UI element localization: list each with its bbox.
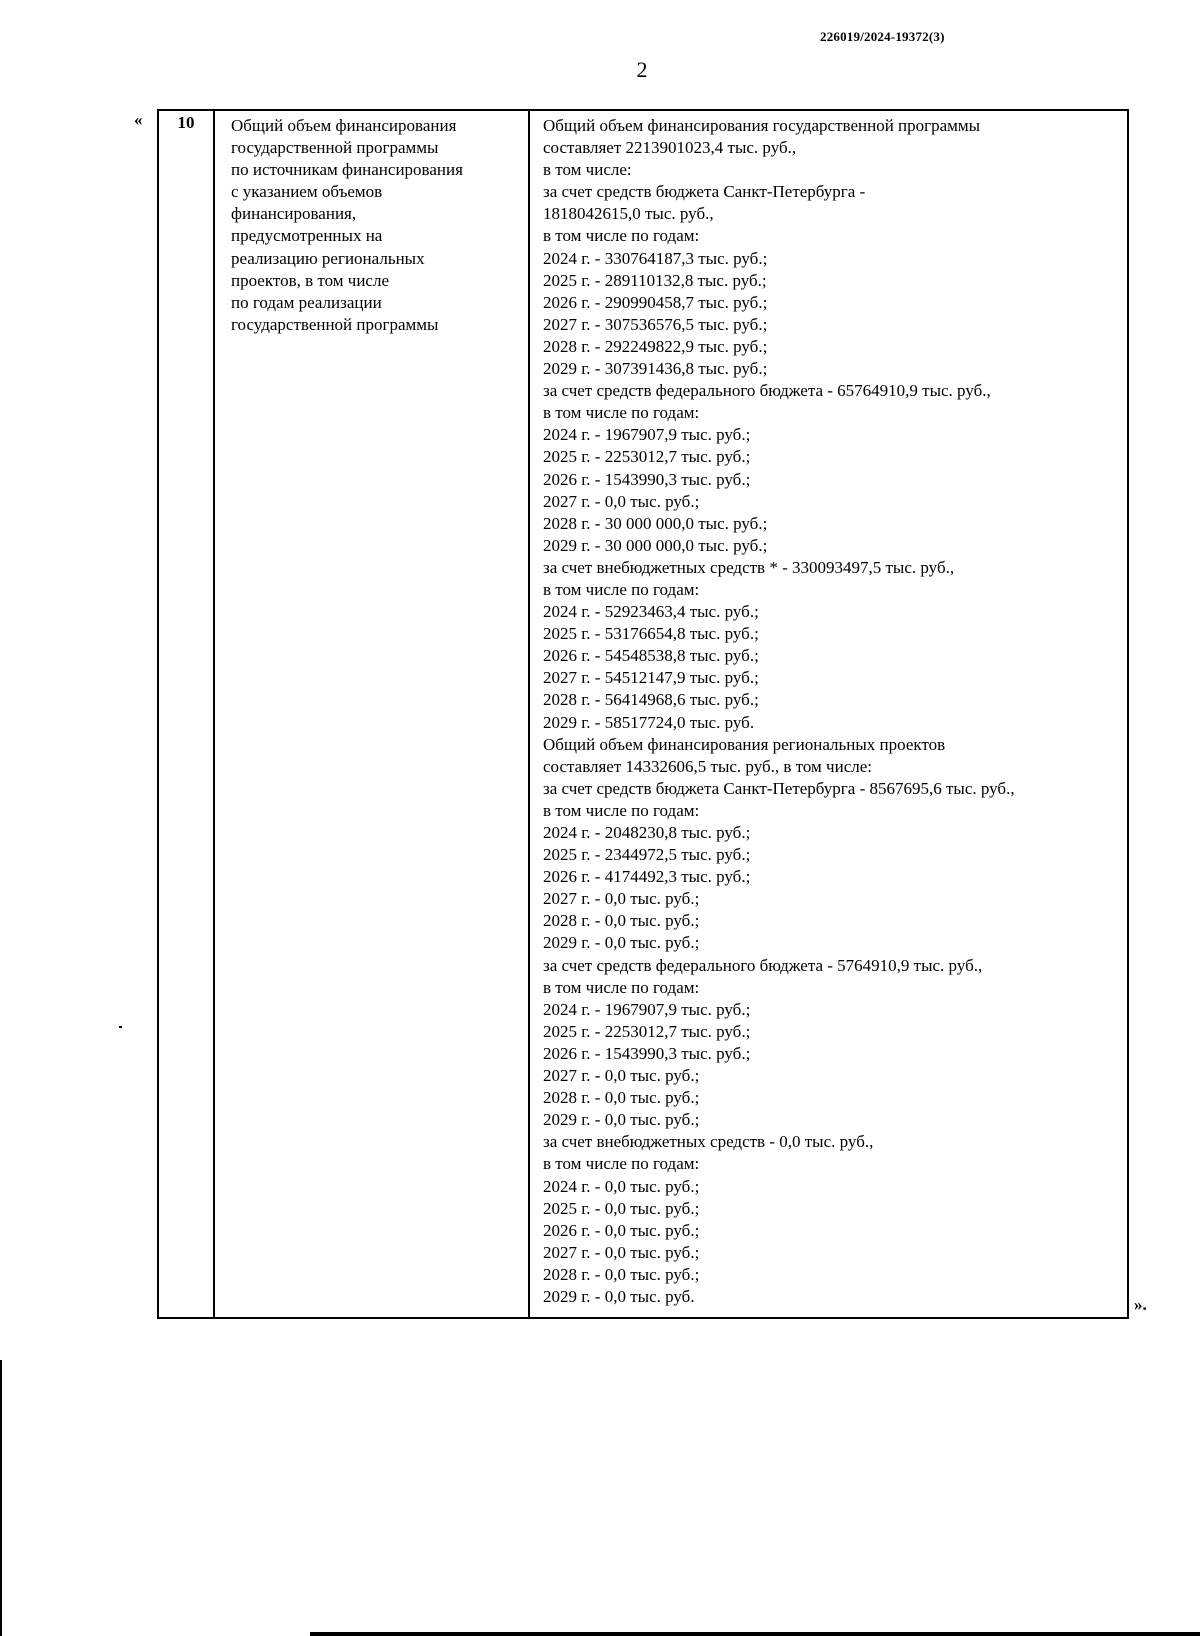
parameter-name-line: по годам реализации (231, 292, 382, 312)
financing-value-line: 2025 г. - 289110132,8 тыс. руб.; (543, 270, 767, 290)
financing-value-line: за счет внебюджетных средств * - 330093497,5 тыс. руб., (543, 557, 955, 577)
financing-value-line: 2027 г. - 0,0 тыс. руб.; (543, 889, 700, 909)
financing-value-line: 2024 г. - 1967907,9 тыс. руб.; (543, 425, 751, 445)
financing-value-line: за счет средств федерального бюджета - 5764910,9 тыс. руб., (543, 955, 983, 975)
financing-value-line: 2025 г. - 0,0 тыс. руб.; (543, 1198, 700, 1218)
financing-value-line: в том числе по годам: (543, 1154, 700, 1174)
financing-value-line: 2026 г. - 4174492,3 тыс. руб.; (543, 867, 751, 887)
financing-value-line: 2028 г. - 30 000 000,0 тыс. руб.; (543, 513, 768, 533)
financing-value-line: 2026 г. - 1543990,3 тыс. руб.; (543, 469, 751, 489)
scan-edge-line-bottom (310, 1632, 1200, 1636)
financing-value-line: 2029 г. - 0,0 тыс. руб. (543, 1286, 695, 1306)
financing-value-line: за счет средств бюджета Санкт-Петербурга - 8567695,6 тыс. руб., (543, 778, 1015, 798)
financing-value-line: 2029 г. - 0,0 тыс. руб.; (543, 1110, 700, 1130)
financing-value-line: 2026 г. - 0,0 тыс. руб.; (543, 1220, 700, 1240)
financing-value-line: 2028 г. - 0,0 тыс. руб.; (543, 1264, 700, 1284)
financing-values-cell (543, 115, 1127, 1308)
parameter-name-line: государственной программы (231, 314, 439, 334)
financing-value-line: 2027 г. - 307536576,5 тыс. руб.; (543, 314, 768, 334)
financing-value-line: в том числе по годам: (543, 579, 700, 599)
financing-value-line: 2024 г. - 1967907,9 тыс. руб.; (543, 999, 751, 1019)
financing-value-line: 2026 г. - 1543990,3 тыс. руб.; (543, 1043, 751, 1063)
parameter-name-line: реализацию региональных (231, 248, 425, 268)
column-divider (213, 111, 215, 1317)
financing-value-line: 2027 г. - 0,0 тыс. руб.; (543, 1066, 700, 1086)
parameter-name-line: по источникам финансирования (231, 160, 463, 180)
financing-value-line: Общий объем финансирования региональных проектов (543, 734, 946, 754)
financing-value-line: 2025 г. - 53176654,8 тыс. руб.; (543, 624, 759, 644)
financing-value-line: 2025 г. - 2344972,5 тыс. руб.; (543, 845, 751, 865)
column-divider (528, 111, 530, 1317)
financing-value-line: 2027 г. - 0,0 тыс. руб.; (543, 1242, 700, 1262)
financing-value-line: 2027 г. - 54512147,9 тыс. руб.; (543, 668, 759, 688)
financing-value-line: 2024 г. - 330764187,3 тыс. руб.; (543, 248, 768, 268)
financing-value-line: 2028 г. - 292249822,9 тыс. руб.; (543, 336, 768, 356)
financing-value-line: 2029 г. - 58517724,0 тыс. руб. (543, 712, 755, 732)
page-number: 2 (636, 57, 648, 82)
financing-value-line: 2024 г. - 52923463,4 тыс. руб.; (543, 602, 759, 622)
financing-value-line: 2027 г. - 0,0 тыс. руб.; (543, 491, 700, 511)
financing-value-line: в том числе по годам: (543, 403, 700, 423)
financing-value-line: составляет 2213901023,4 тыс. руб., (543, 138, 797, 158)
parameter-name-line: предусмотренных на (231, 226, 383, 246)
parameter-name-line: финансирования, (231, 204, 357, 224)
parameter-name-line: Общий объем финансирования (231, 116, 457, 135)
financing-value-line: 2029 г. - 30 000 000,0 тыс. руб.; (543, 535, 768, 555)
financing-value-line: 2026 г. - 290990458,7 тыс. руб.; (543, 292, 768, 312)
financing-value-line: 2029 г. - 0,0 тыс. руб.; (543, 933, 700, 953)
financing-value-line: 2029 г. - 307391436,8 тыс. руб.; (543, 359, 768, 379)
financing-value-line: 2025 г. - 2253012,7 тыс. руб.; (543, 447, 751, 467)
financing-value-line: 2028 г. - 56414968,6 тыс. руб.; (543, 690, 759, 710)
financing-value-line: за счет внебюджетных средств - 0,0 тыс. руб., (543, 1132, 874, 1152)
document-registration-number: 226019/2024-19372(3) (820, 29, 945, 44)
opening-quote-mark: « (134, 110, 143, 129)
financing-value-line: составляет 14332606,5 тыс. руб., в том числе: (543, 756, 872, 776)
row-number-cell: 10 (177, 113, 195, 132)
margin-dot-mark (119, 1026, 122, 1028)
financing-value-line: в том числе по годам: (543, 226, 700, 246)
financing-value-line: 2026 г. - 54548538,8 тыс. руб.; (543, 646, 759, 666)
scan-edge-line-left (0, 1360, 2, 1636)
financing-value-line: 2025 г. - 2253012,7 тыс. руб.; (543, 1021, 751, 1041)
financing-value-line: в том числе: (543, 160, 632, 180)
financing-value-line: 2028 г. - 0,0 тыс. руб.; (543, 1088, 700, 1108)
financing-value-line: 2028 г. - 0,0 тыс. руб.; (543, 911, 700, 931)
parameter-name-cell (231, 115, 523, 336)
closing-quote-mark: ». (1134, 1295, 1147, 1314)
financing-value-line: в том числе по годам: (543, 977, 700, 997)
parameter-name-line: проектов, в том числе (231, 270, 390, 290)
financing-value-line: за счет средств федерального бюджета - 65764910,9 тыс. руб., (543, 381, 991, 401)
financing-value-line: 2024 г. - 2048230,8 тыс. руб.; (543, 823, 751, 842)
financing-table (157, 109, 1129, 1319)
financing-value-line: в том числе по годам: (543, 800, 700, 820)
financing-value-line: за счет средств бюджета Санкт-Петербурга - (543, 182, 866, 202)
parameter-name-line: государственной программы (231, 138, 439, 158)
financing-value-line: 1818042615,0 тыс. руб., (543, 204, 714, 224)
parameter-name-line: с указанием объемов (231, 182, 383, 202)
financing-value-line: 2024 г. - 0,0 тыс. руб.; (543, 1176, 700, 1196)
financing-value-line: Общий объем финансирования государственной программы (543, 116, 981, 135)
